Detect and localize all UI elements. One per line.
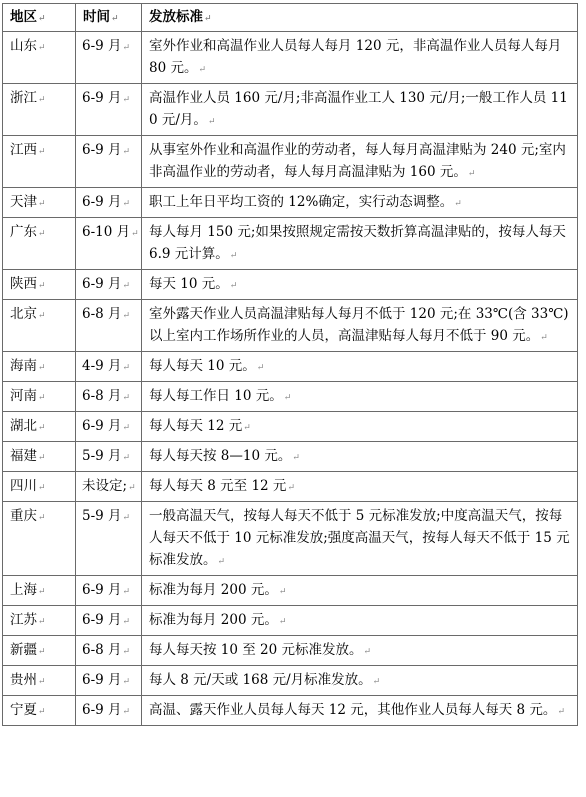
cell-standard: 每人每工作日 10 元。↵	[142, 382, 578, 412]
cell-standard: 每人每天按 8—10 元。↵	[142, 442, 578, 472]
table-row	[3, 270, 578, 300]
cell-standard: 每天 10 元。↵	[142, 270, 578, 300]
cell-time: 6-9 月↵	[76, 606, 142, 636]
cell-standard: 每人每月 150 元;如果按照规定需按天数折算高温津贴的，按每人每天 6.9 元计算。↵	[142, 218, 578, 270]
cell-standard: 每人 8 元/天或 168 元/月标准发放。↵	[142, 666, 578, 696]
cell-time: 6-8 月↵	[76, 300, 142, 352]
cell-region: 江苏↵	[3, 606, 76, 636]
cell-time: 6-9 月↵	[76, 666, 142, 696]
cell-region: 福建↵	[3, 442, 76, 472]
cell-region: 浙江↵	[3, 84, 76, 136]
cell-region: 四川↵	[3, 472, 76, 502]
cell-standard: 每人每天 10 元。↵	[142, 352, 578, 382]
cell-region: 贵州↵	[3, 666, 76, 696]
cell-time: 6-9 月↵	[76, 188, 142, 218]
cell-time: 6-9 月↵	[76, 412, 142, 442]
table-row	[3, 636, 578, 666]
cell-time: 未设定;↵	[76, 472, 142, 502]
cell-region: 重庆↵	[3, 502, 76, 576]
cell-region: 河南↵	[3, 382, 76, 412]
cell-region: 江西↵	[3, 136, 76, 188]
cell-region: 天津↵	[3, 188, 76, 218]
table-row	[3, 666, 578, 696]
table-row	[3, 576, 578, 606]
cell-region: 海南↵	[3, 352, 76, 382]
table-row	[3, 382, 578, 412]
cell-time: 5-9 月↵	[76, 442, 142, 472]
cell-standard: 高温作业人员 160 元/月;非高温作业工人 130 元/月;一般工作人员 110 元/月。↵	[142, 84, 578, 136]
cell-standard: 职工上年日平均工资的 12%确定，实行动态调整。↵	[142, 188, 578, 218]
cell-time: 6-8 月↵	[76, 636, 142, 666]
cell-time: 4-9 月↵	[76, 352, 142, 382]
cell-region: 新疆↵	[3, 636, 76, 666]
cell-region: 上海↵	[3, 576, 76, 606]
table-row	[3, 442, 578, 472]
cell-standard: 从事室外作业和高温作业的劳动者，每人每月高温津贴为 240 元;室内非高温作业的劳动者，每人每月高温津贴为 160 元。↵	[142, 136, 578, 188]
header-time: 时间↵	[76, 4, 142, 32]
table-row	[3, 412, 578, 442]
table-row	[3, 218, 578, 270]
cell-time: 6-9 月↵	[76, 696, 142, 726]
table-row	[3, 502, 578, 576]
cell-time: 6-9 月↵	[76, 32, 142, 84]
cell-standard: 室外作业和高温作业人员每人每月 120 元，非高温作业人员每人每月 80 元。↵	[142, 32, 578, 84]
cell-region: 陕西↵	[3, 270, 76, 300]
cell-standard: 每人每天按 10 至 20 元标准发放。↵	[142, 636, 578, 666]
cell-region: 山东↵	[3, 32, 76, 84]
cell-standard: 室外露天作业人员高温津贴每人每月不低于 120 元;在 33℃(含 33℃)以上室内工作场所作业的人员，高温津贴每人每月不低于 90 元。↵	[142, 300, 578, 352]
table-row	[3, 696, 578, 726]
table-row	[3, 32, 578, 84]
table-row	[3, 84, 578, 136]
cell-time: 6-9 月↵	[76, 576, 142, 606]
cell-standard: 每人每天 8 元至 12 元↵	[142, 472, 578, 502]
table-header-row	[3, 4, 578, 32]
cell-standard: 标准为每月 200 元。↵	[142, 576, 578, 606]
cell-region: 广东↵	[3, 218, 76, 270]
table-row	[3, 606, 578, 636]
cell-standard: 一般高温天气，按每人每天不低于 5 元标准发放;中度高温天气，按每人每天不低于 10 元标准发放;强度高温天气，按每人每天不低于 15 元标准发放。↵	[142, 502, 578, 576]
allowance-table-container	[2, 3, 577, 726]
table-row	[3, 188, 578, 218]
header-standard: 发放标准↵	[142, 4, 578, 32]
cell-region: 湖北↵	[3, 412, 76, 442]
cell-standard: 高温、露天作业人员每人每天 12 元，其他作业人员每人每天 8 元。↵	[142, 696, 578, 726]
cell-time: 5-9 月↵	[76, 502, 142, 576]
cell-time: 6-9 月↵	[76, 84, 142, 136]
cell-region: 北京↵	[3, 300, 76, 352]
table-row	[3, 136, 578, 188]
cell-time: 6-9 月↵	[76, 270, 142, 300]
table-row	[3, 300, 578, 352]
table-row	[3, 472, 578, 502]
header-region: 地区↵	[3, 4, 76, 32]
cell-region: 宁夏↵	[3, 696, 76, 726]
cell-time: 6-8 月↵	[76, 382, 142, 412]
table-row	[3, 352, 578, 382]
cell-standard: 每人每天 12 元↵	[142, 412, 578, 442]
table-body	[3, 32, 578, 726]
cell-time: 6-9 月↵	[76, 136, 142, 188]
cell-time: 6-10 月↵	[76, 218, 142, 270]
high-temperature-allowance-table	[2, 3, 578, 726]
cell-standard: 标准为每月 200 元。↵	[142, 606, 578, 636]
